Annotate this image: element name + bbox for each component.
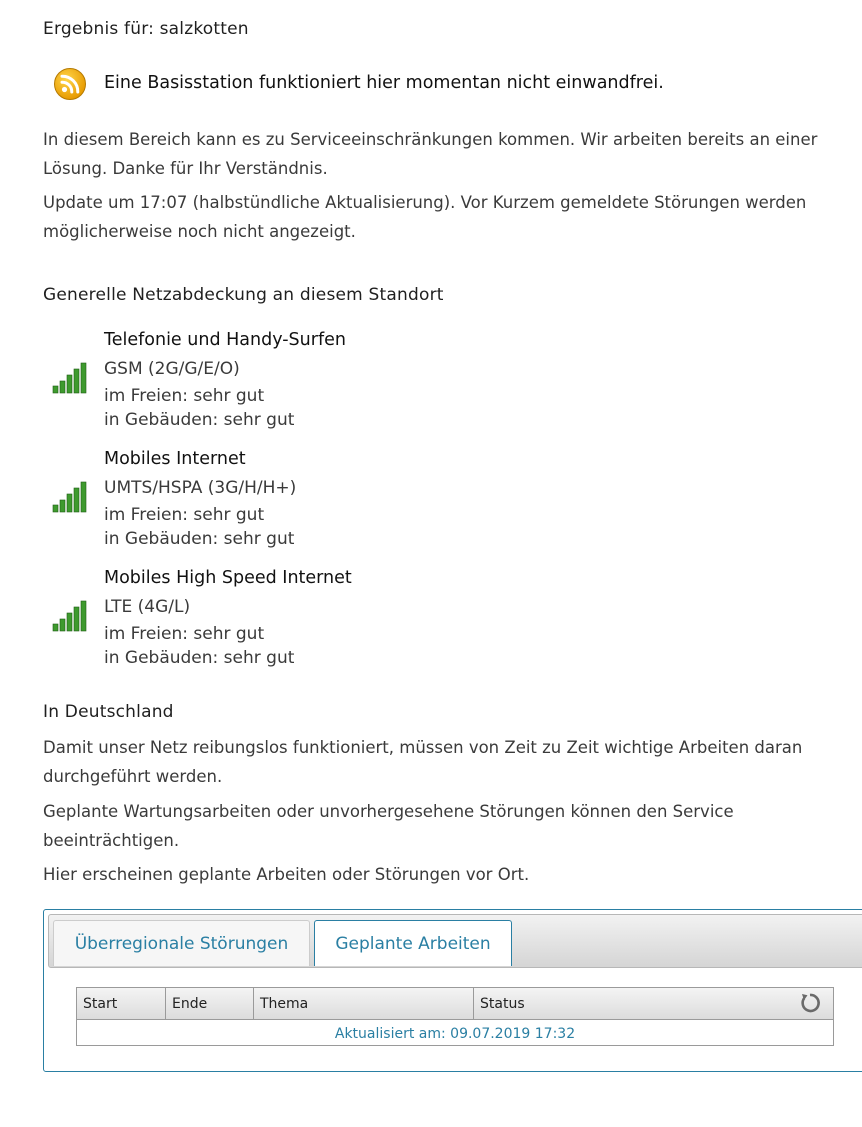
germany-heading: In Deutschland (43, 702, 174, 722)
table-footer: Aktualisiert am: 09.07.2019 17:32 (334, 1025, 576, 1042)
coverage-title: Mobiles High Speed Internet (104, 568, 352, 588)
coverage-title: Telefonie und Handy-Surfen (104, 330, 346, 350)
signal-strength-icon (52, 479, 90, 517)
refresh-icon[interactable] (799, 992, 821, 1018)
signal-strength-icon (52, 598, 90, 636)
coverage-indoor: in Gebäuden: sehr gut (104, 410, 295, 430)
tab-geplante-arbeiten[interactable]: Geplante Arbeiten (314, 920, 512, 966)
coverage-outdoor: im Freien: sehr gut (104, 386, 265, 406)
rss-warning-icon (53, 67, 87, 101)
germany-paragraph: Geplante Wartungsarbeiten oder unvorhergesehene Störungen können den Service beeinträchtigen. (43, 802, 734, 850)
coverage-indoor: in Gebäuden: sehr gut (104, 529, 295, 549)
coverage-tech: UMTS/HSPA (3G/H/H+) (104, 478, 297, 498)
germany-paragraph: Damit unser Netz reibungslos funktioniert, müssen von Zeit zu Zeit wichtige Arbeiten daran durchgeführt werden. (43, 738, 803, 786)
info-paragraph: In diesem Bereich kann es zu Serviceeinschränkungen kommen. Wir arbeiten bereits an einer Lösung. Danke für Ihr Verständnis. (43, 130, 818, 178)
update-paragraph: Update um 17:07 (halbstündliche Aktualisierung). Vor Kurzem gemeldete Störungen werden möglicherweise noch nicht angezeigt. (43, 193, 807, 241)
coverage-tech: LTE (4G/L) (104, 597, 191, 617)
alert-message: Eine Basisstation funktioniert hier momentan nicht einwandfrei. (104, 73, 664, 93)
coverage-indoor: in Gebäuden: sehr gut (104, 648, 295, 668)
column-header-thema[interactable]: Thema (254, 988, 474, 1019)
column-header-ende[interactable]: Ende (166, 988, 254, 1019)
coverage-outdoor: im Freien: sehr gut (104, 624, 265, 644)
table-header (77, 988, 833, 1020)
signal-strength-icon (52, 360, 90, 398)
coverage-outdoor: im Freien: sehr gut (104, 505, 265, 525)
column-header-status[interactable] (474, 988, 833, 1019)
status-label: Status (480, 995, 525, 1012)
coverage-tech: GSM (2G/G/E/O) (104, 359, 240, 379)
column-header-start[interactable]: Start (77, 988, 166, 1019)
result-heading: Ergebnis für: salzkotten (43, 19, 249, 39)
germany-paragraph: Hier erscheinen geplante Arbeiten oder Störungen vor Ort. (43, 865, 530, 884)
disruption-table (76, 987, 834, 1046)
coverage-title: Mobiles Internet (104, 449, 246, 469)
coverage-heading: Generelle Netzabdeckung an diesem Standort (43, 285, 444, 305)
tab-uberregionale-storungen[interactable]: Überregionale Störungen (53, 920, 310, 966)
